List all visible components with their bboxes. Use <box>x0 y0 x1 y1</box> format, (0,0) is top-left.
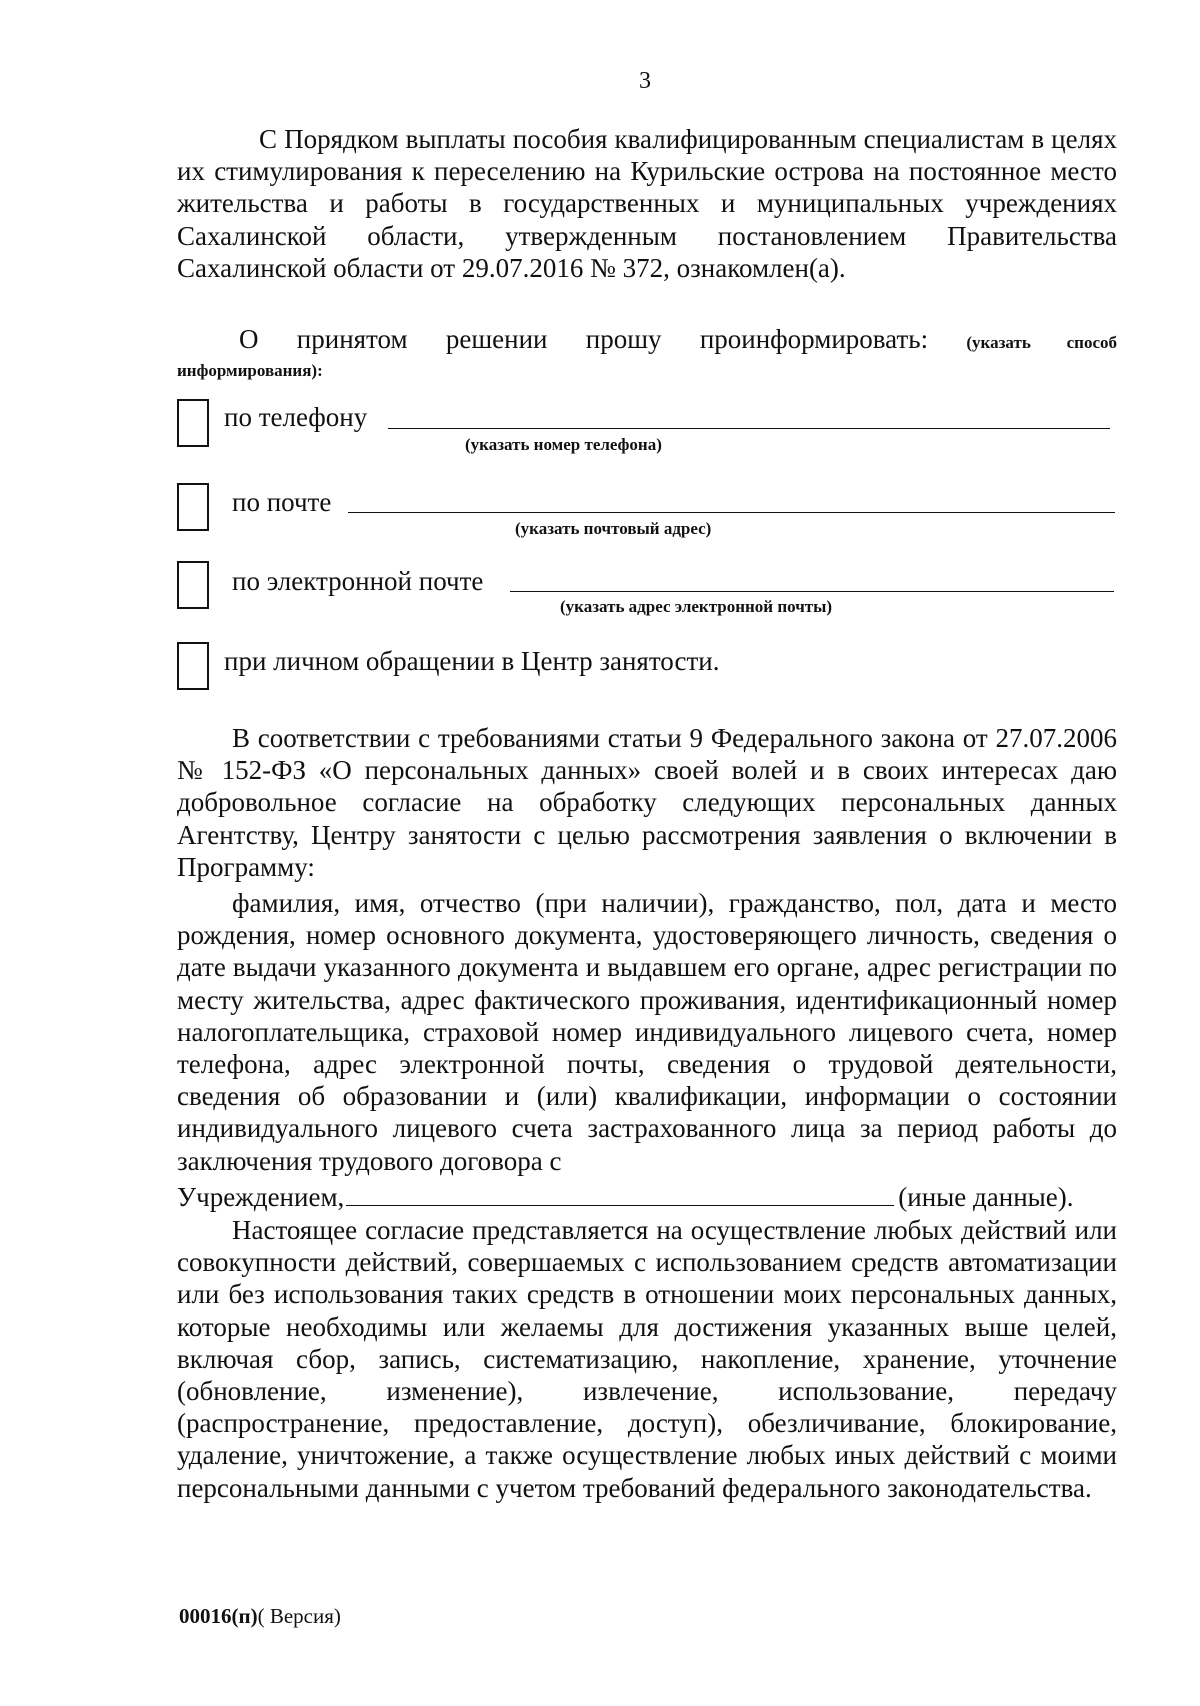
inform-request <box>177 323 1117 383</box>
email-address-hint: (указать адрес электронной почты) <box>560 597 833 616</box>
page-number: 3 <box>639 68 651 94</box>
phone-checkbox[interactable] <box>177 399 209 447</box>
other-data-field[interactable] <box>346 1181 894 1206</box>
inform-request-text: О принятом решении прошу проинформировать: <box>239 324 929 354</box>
form-code: 00016(п) <box>179 1604 258 1628</box>
inform-request-note-cont: информирования): <box>177 361 323 381</box>
in-person-checkbox[interactable] <box>177 642 209 690</box>
phone-number-hint: (указать номер телефона) <box>465 435 662 454</box>
option-in-person-label: при личном обращении в Центр занятости. <box>224 646 720 676</box>
postal-address-field[interactable] <box>348 512 1115 513</box>
data-list-tail-after: (иные данные). <box>898 1182 1074 1212</box>
footer <box>179 1604 341 1629</box>
post-checkbox[interactable] <box>177 483 209 531</box>
option-post-label: по почте <box>232 487 332 517</box>
inform-request-line <box>177 323 1117 359</box>
phone-number-field[interactable] <box>388 428 1110 429</box>
option-phone-label: по телефону <box>224 402 368 432</box>
data-list-tail <box>177 1181 1117 1213</box>
email-checkbox[interactable] <box>177 561 209 609</box>
data-list-tail-before: Учреждением, <box>177 1182 345 1212</box>
actions-paragraph: Настоящее согласие представляется на осуществление любых действий или совокупности действий, совершаемых с использованием средств автоматизации или без использования таких средств в отношении моих персональных данных, которые необходимы или желаемы для достижения указанных выше целей, включая сбор, запись, систематизацию, накопление, хранение, уточнение (обновление, изменение), извлечение, использование, передачу (распространение, предоставление, доступ), обезличивание, блокирование, удаление, уничтожение, а также осуществление любых иных действий с моими персональными данными с учетом требований федерального законодательства. <box>177 1215 1117 1503</box>
inform-request-note: (указать способ <box>966 333 1117 352</box>
postal-address-hint: (указать почтовый адрес) <box>515 519 712 538</box>
email-address-field[interactable] <box>510 591 1114 592</box>
option-email-label: по электронной почте <box>232 566 484 596</box>
intro-paragraph: С Порядком выплаты пособия квалифицированным специалистам в целях их стимулирования к переселению на Курильские острова на постоянное место жительства и работы в государственных и муниципальных учреждениях Сахалинской области, утвержденным постановлением Правительства Сахалинской области от 29.07.2016 № 372, ознакомлен(а). <box>177 124 1117 283</box>
form-version: ( Версия) <box>257 1604 341 1628</box>
data-list-paragraph: фамилия, имя, отчество (при наличии), гражданство, пол, дата и место рождения, номер основного документа, удостоверяющего личность, сведения о дате выдачи указанного документа и выдавшем его органе, адрес регистрации по месту жительства, адрес фактического проживания, идентификационный номер налогоплательщика, страховой номер индивидуального лицевого счета, номер телефона, адрес электронной почты, сведения о трудовой деятельности, сведения об образовании и (или) квалификации, информации о состоянии индивидуального лицевого счета застрахованного лица за период работы до заключения трудового договора с <box>177 888 1117 1176</box>
consent-paragraph: В соответствии с требованиями статьи 9 Федерального закона от 27.07.2006 № 152-ФЗ «О персональных данных» своей волей и в своих интересах даю добровольное согласие на обработку следующих персональных данных Агентству, Центру занятости с целью рассмотрения заявления о включении в Программу: <box>177 723 1117 882</box>
